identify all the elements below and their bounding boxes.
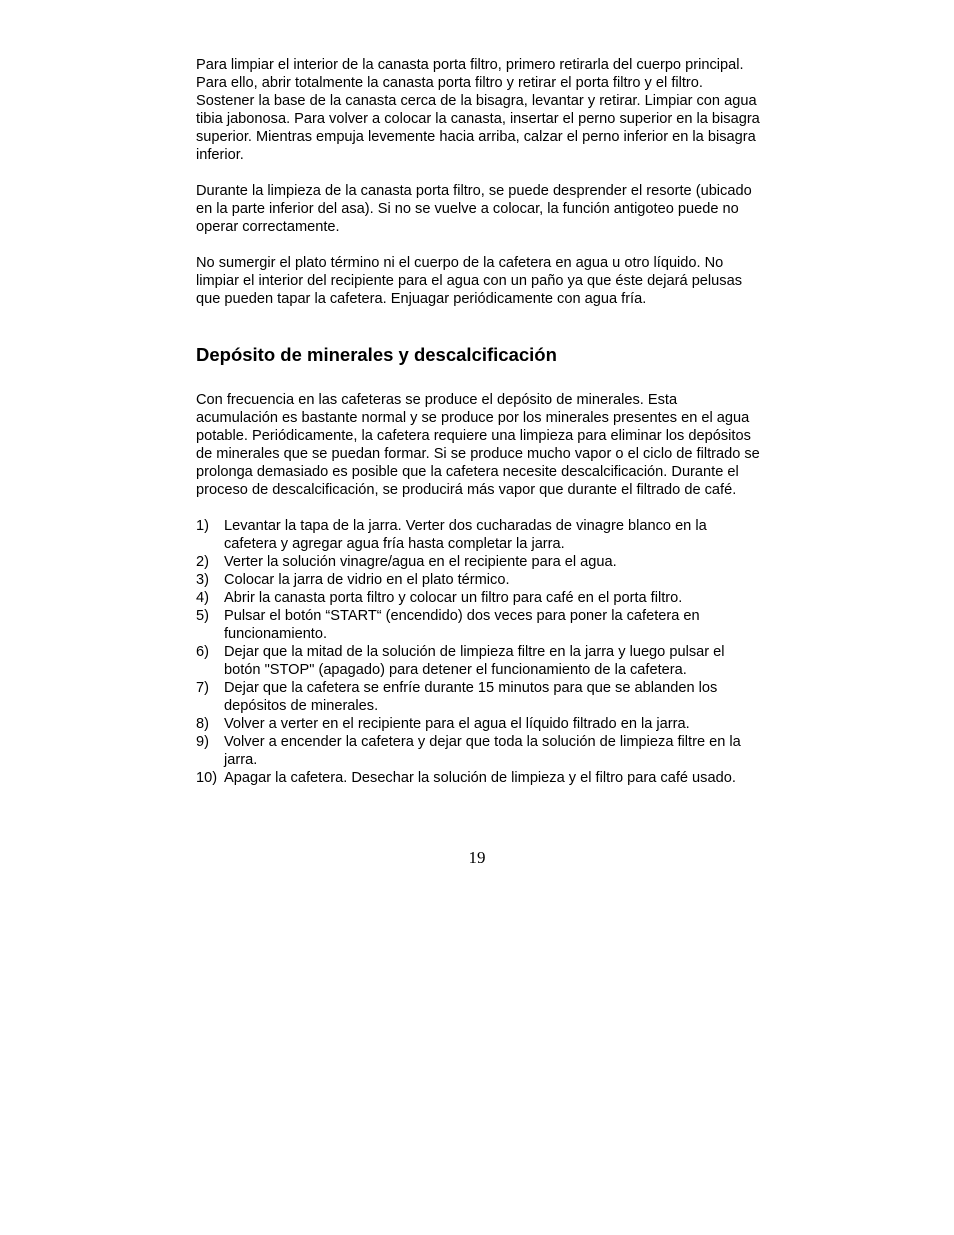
- step-number: 1): [196, 518, 209, 534]
- step-text: Dejar que la cafetera se enfríe durante 15 minutos para que se ablanden los depósitos de minerales.: [224, 680, 718, 714]
- step-number: 2): [196, 554, 209, 570]
- step-text: Abrir la canasta porta filtro y colocar un filtro para café en el porta filtro.: [224, 590, 683, 606]
- list-item: [196, 589, 762, 607]
- list-item: [196, 607, 762, 643]
- step-number: 3): [196, 572, 209, 588]
- step-number: 5): [196, 608, 209, 624]
- step-number: 4): [196, 590, 209, 606]
- list-item: [196, 715, 762, 733]
- step-number: 10): [196, 770, 218, 786]
- list-item: [196, 679, 762, 715]
- paragraph-descaling-intro: Con frecuencia en las cafeteras se produce el depósito de minerales. Esta acumulación es bastante normal y se produce por los minerales presentes en el agua potable. Periódicamente, la cafetera requiere una limpieza para eliminar los depósitos de minerales que se puedan formar. Si se produce mucho vapor o el ciclo de filtrado se prolonga demasiado es posible que la cafetera necesite descalcificación. Durante el proceso de descalcificación, se producirá más vapor que durante el filtrado de café.: [196, 392, 760, 498]
- step-number: 8): [196, 716, 209, 732]
- list-item: [196, 517, 762, 553]
- document-body: [196, 56, 762, 787]
- list-item: [196, 643, 762, 679]
- list-item: [196, 769, 762, 787]
- step-text: Colocar la jarra de vidrio en el plato térmico.: [224, 572, 510, 588]
- step-text: Pulsar el botón “START“ (encendido) dos veces para poner la cafetera en funcionamiento.: [224, 608, 700, 642]
- step-text: Dejar que la mitad de la solución de limpieza filtre en la jarra y luego pulsar el botón "STOP" (apagado) para detener el funcionamiento de la cafetera.: [224, 644, 725, 678]
- paragraph-no-submerge: No sumergir el plato término ni el cuerpo de la cafetera en agua u otro líquido. No limpiar el interior del recipiente para el agua con un paño ya que éste dejará pelusas que pueden tapar la cafetera. Enjuagar periódicamente con agua fría.: [196, 255, 742, 307]
- step-text: Apagar la cafetera. Desechar la solución de limpieza y el filtro para café usado.: [224, 770, 736, 786]
- paragraph-spring-warning: Durante la limpieza de la canasta porta filtro, se puede desprender el resorte (ubicado en la parte inferior del asa). Si no se vuelve a colocar, la función antigoteo puede no operar correctamente.: [196, 183, 752, 235]
- page-number: 19: [468, 848, 486, 867]
- descaling-steps-list: [196, 517, 762, 787]
- list-item: [196, 571, 762, 589]
- step-text: Volver a verter en el recipiente para el agua el líquido filtrado en la jarra.: [224, 716, 690, 732]
- step-text: Volver a encender la cafetera y dejar que toda la solución de limpieza filtre en la jarra.: [224, 734, 741, 768]
- step-text: Verter la solución vinagre/agua en el recipiente para el agua.: [224, 554, 617, 570]
- step-text: Levantar la tapa de la jarra. Verter dos cucharadas de vinagre blanco en la cafetera y agregar agua fría hasta completar la jarra.: [224, 518, 707, 552]
- list-item: [196, 553, 762, 571]
- section-heading: Depósito de minerales y descalcificación: [196, 344, 557, 365]
- step-number: 7): [196, 680, 209, 696]
- step-number: 6): [196, 644, 209, 660]
- step-number: 9): [196, 734, 209, 750]
- list-item: [196, 733, 762, 769]
- paragraph-basket-cleaning: Para limpiar el interior de la canasta porta filtro, primero retirarla del cuerpo principal. Para ello, abrir totalmente la canasta porta filtro y retirar el porta filtro y el filtro. Sostener la base de la canasta cerca de la bisagra, levantar y retirar. Limpiar con agua tibia jabonosa. Para volver a colocar la canasta, insertar el perno superior en la bisagra superior. Mientras empuja levemente hacia arriba, calzar el perno inferior en la bisagra inferior.: [196, 57, 760, 163]
